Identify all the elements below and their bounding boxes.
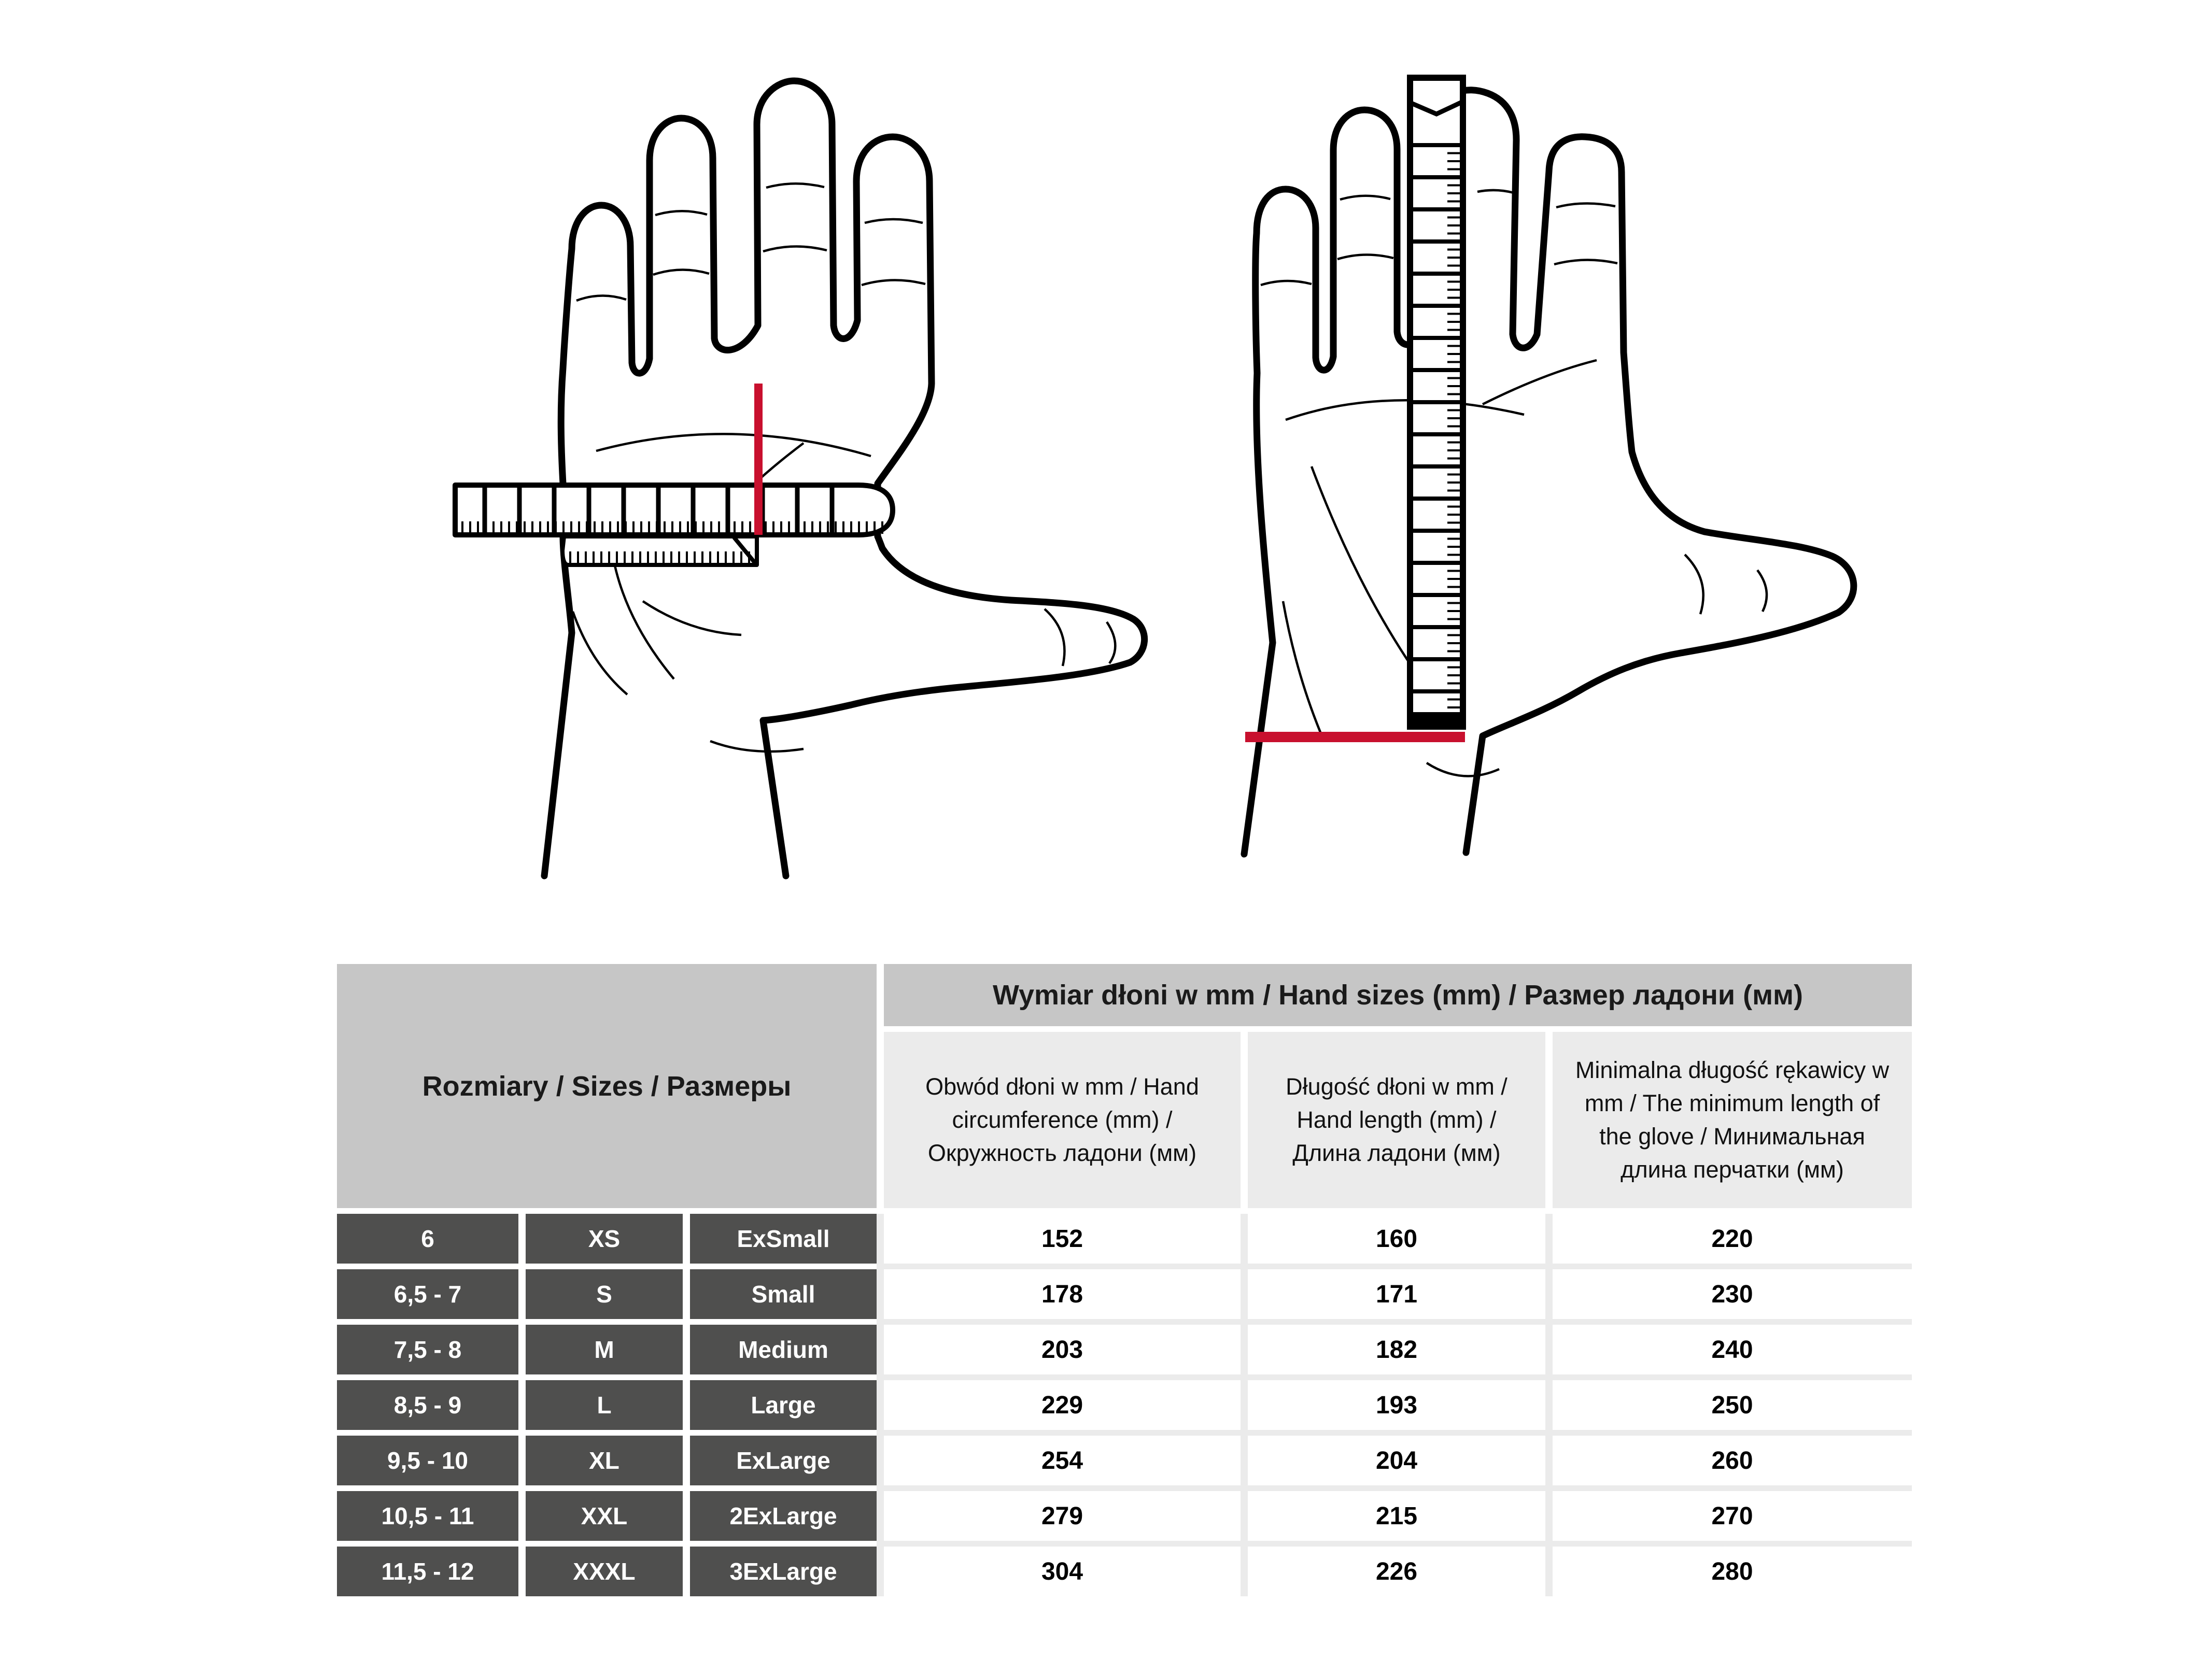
column-header-min-glove-length: Minimalna długość rękawicy w mm / The minimum length of the glove / Минимальная длина перчатки (мм) xyxy=(1553,1032,1912,1208)
row-0-letter-cell: XS xyxy=(526,1214,683,1264)
row-6-name-cell: 3ExLarge xyxy=(690,1547,877,1596)
column-header-length: Długość dłoni w mm / Hand length (mm) / Длина ладони (мм) xyxy=(1248,1032,1545,1208)
row-0-circumference-cell: 152 xyxy=(884,1214,1241,1264)
row-5-length-cell: 215 xyxy=(1248,1491,1545,1541)
row-4-name-cell: ExLarge xyxy=(690,1436,877,1485)
row-5-letter-cell: XXL xyxy=(526,1491,683,1541)
hand-circumference-figure xyxy=(441,52,1192,907)
hand-circumference-measure-icon xyxy=(441,52,1192,907)
row-2-name-cell: Medium xyxy=(690,1325,877,1374)
row-1-min_glove_length-cell: 230 xyxy=(1553,1269,1912,1319)
row-1-length-cell: 171 xyxy=(1248,1269,1545,1319)
size-table xyxy=(337,964,1912,1596)
row-4-circumference-cell: 254 xyxy=(884,1436,1241,1485)
table-header-main: Wymiar dłoni w mm / Hand sizes (mm) / Размер ладони (мм) xyxy=(884,964,1912,1026)
row-1-size-cell: 6,5 - 7 xyxy=(337,1269,518,1319)
row-4-length-cell: 204 xyxy=(1248,1436,1545,1485)
row-0-name-cell: ExSmall xyxy=(690,1214,877,1264)
row-0-length-cell: 160 xyxy=(1248,1214,1545,1264)
row-6-circumference-cell: 304 xyxy=(884,1547,1241,1596)
row-6-letter-cell: XXXL xyxy=(526,1547,683,1596)
row-6-length-cell: 226 xyxy=(1248,1547,1545,1596)
circumference-marker-line xyxy=(754,384,763,535)
row-4-size-cell: 9,5 - 10 xyxy=(337,1436,518,1485)
row-5-min_glove_length-cell: 270 xyxy=(1553,1491,1912,1541)
row-5-circumference-cell: 279 xyxy=(884,1491,1241,1541)
hand-length-measure-icon xyxy=(1234,41,1908,912)
row-3-size-cell: 8,5 - 9 xyxy=(337,1380,518,1430)
row-5-name-cell: 2ExLarge xyxy=(690,1491,877,1541)
row-3-min_glove_length-cell: 250 xyxy=(1553,1380,1912,1430)
column-header-circumference: Obwód dłoni w mm / Hand circumference (mm) / Окружность ладони (мм) xyxy=(884,1032,1241,1208)
row-6-min_glove_length-cell: 280 xyxy=(1553,1547,1912,1596)
row-3-letter-cell: L xyxy=(526,1380,683,1430)
row-2-length-cell: 182 xyxy=(1248,1325,1545,1374)
row-3-length-cell: 193 xyxy=(1248,1380,1545,1430)
length-marker-line xyxy=(1245,732,1465,742)
row-0-min_glove_length-cell: 220 xyxy=(1553,1214,1912,1264)
row-2-letter-cell: M xyxy=(526,1325,683,1374)
row-3-name-cell: Large xyxy=(690,1380,877,1430)
tape-underwrap xyxy=(562,536,757,565)
row-2-min_glove_length-cell: 240 xyxy=(1553,1325,1912,1374)
row-4-min_glove_length-cell: 260 xyxy=(1553,1436,1912,1485)
row-2-size-cell: 7,5 - 8 xyxy=(337,1325,518,1374)
table-header-sizes: Rozmiary / Sizes / Размеры xyxy=(337,964,877,1208)
row-3-circumference-cell: 229 xyxy=(884,1380,1241,1430)
row-1-letter-cell: S xyxy=(526,1269,683,1319)
row-1-name-cell: Small xyxy=(690,1269,877,1319)
row-4-letter-cell: XL xyxy=(526,1436,683,1485)
ruler-end-bar xyxy=(1413,712,1460,724)
row-2-circumference-cell: 203 xyxy=(884,1325,1241,1374)
hand-length-figure xyxy=(1234,41,1908,912)
row-6-size-cell: 11,5 - 12 xyxy=(337,1547,518,1596)
row-1-circumference-cell: 178 xyxy=(884,1269,1241,1319)
row-5-size-cell: 10,5 - 11 xyxy=(337,1491,518,1541)
row-0-size-cell: 6 xyxy=(337,1214,518,1264)
